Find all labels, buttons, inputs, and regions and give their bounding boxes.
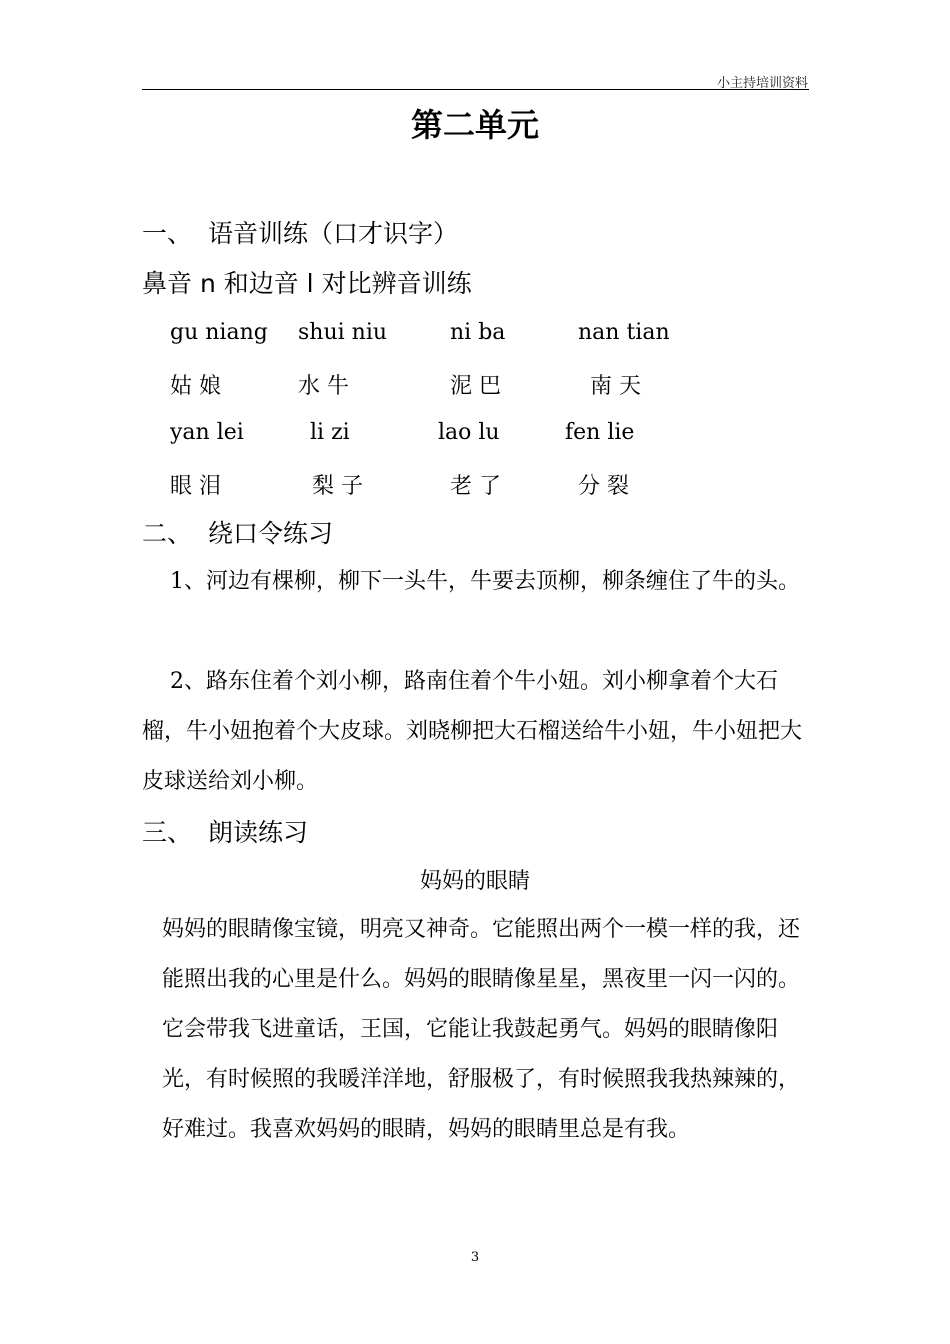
drill-cell: li zi — [310, 420, 350, 445]
header-rule — [142, 89, 809, 90]
drill-cell: shui niu — [298, 320, 388, 345]
drill-cell: yan lei — [170, 420, 244, 445]
section-3-label: 朗读练习 — [208, 818, 309, 847]
section-1-subheading: 鼻音 n 和边音 l 对比辨音训练 — [142, 269, 472, 298]
drill-cell: 眼 泪 — [170, 474, 221, 499]
section-1-label: 语音训练（口才识字） — [208, 219, 459, 248]
section-2-heading — [142, 514, 333, 550]
drill-cell: 泥 巴 — [450, 374, 501, 399]
drill-cell: gu niang — [170, 320, 268, 345]
tongue-twister-2 — [142, 657, 808, 807]
drill-cell: 梨 子 — [312, 474, 363, 499]
section-1-heading — [142, 214, 458, 250]
poem-title: 妈妈的眼睛 — [419, 869, 530, 894]
poem-body: 妈妈的眼睛像宝镜，明亮又神奇。它能照出两个一模一样的我，还能照出我的心里是什么。妈妈的眼睛像星星，黑夜里一闪一闪的。它会带我飞进童话，王国，它能让我鼓起勇气。妈妈的眼睛像阳光，有时候照的我暖洋洋地，舒服极了，有时候照我我热辣辣的，好难过。我喜欢妈妈的眼睛，妈妈的眼睛里总是有我。 — [162, 917, 801, 1142]
tongue-twister-1 — [142, 557, 808, 607]
section-1-number: 一、 — [142, 219, 193, 248]
page-title: 第二单元 — [410, 106, 539, 144]
drill-cell: 老 了 — [450, 474, 501, 499]
drill-cell: 水 牛 — [298, 374, 349, 399]
header-text: 小主持培训资料 — [716, 76, 808, 91]
drill-cell: 南 天 — [590, 374, 641, 399]
drill-cell: 姑 娘 — [170, 374, 221, 399]
section-2-label: 绕口令练习 — [208, 519, 334, 548]
drill-cell: nan tian — [578, 320, 670, 345]
drill-cell: lao lu — [438, 420, 500, 445]
tongue-twister-1-text: 1、河边有棵柳，柳下一头牛，牛要去顶柳，柳条缠住了牛的头。 — [170, 569, 800, 594]
drill-cell: ni ba — [450, 320, 506, 345]
page-number: 3 — [470, 1250, 480, 1265]
section-3-heading — [142, 813, 308, 849]
drill-cell: 分 裂 — [578, 474, 629, 499]
section-3-number: 三、 — [142, 818, 193, 847]
tongue-twister-2-text: 2、路东住着个刘小柳，路南住着个牛小妞。刘小柳拿着个大石榴，牛小妞抱着个大皮球。刘晓柳把大石榴送给牛小妞，牛小妞把大皮球送给刘小柳。 — [142, 669, 803, 794]
section-2-number: 二、 — [142, 519, 193, 548]
drill-cell: fen lie — [565, 420, 635, 445]
